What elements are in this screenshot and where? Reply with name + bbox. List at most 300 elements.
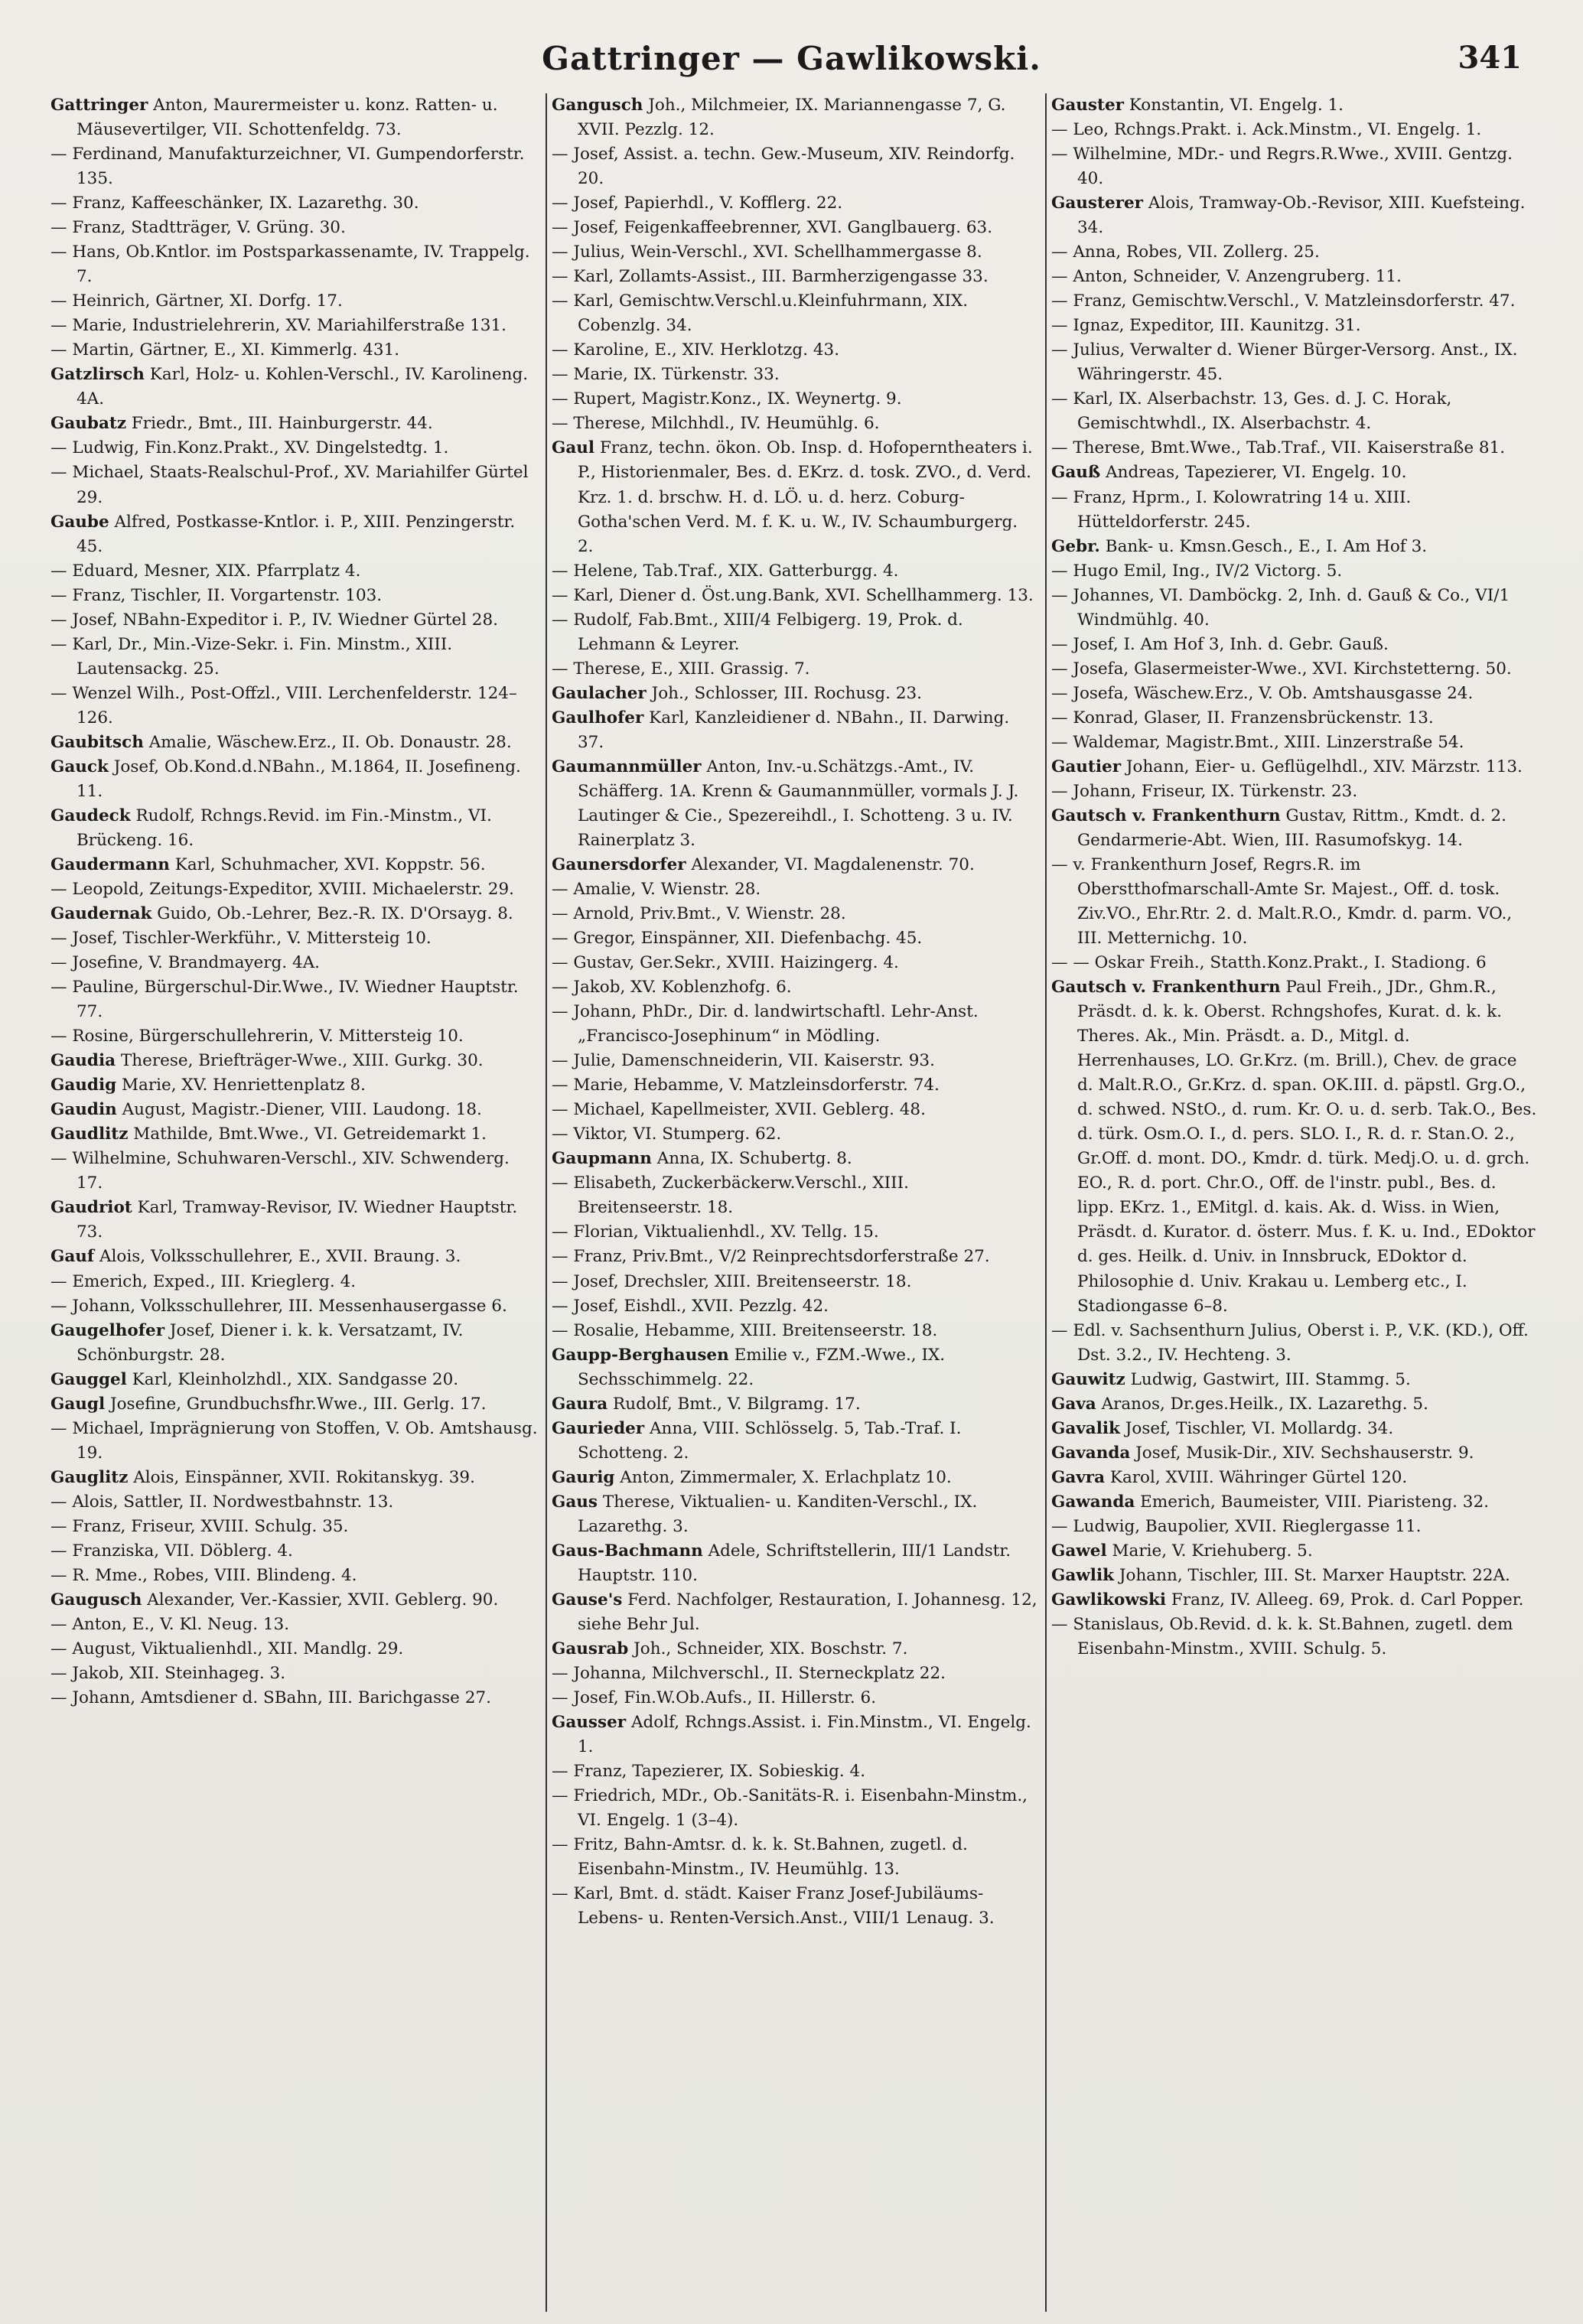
- directory-entry: [50, 1637, 538, 1662]
- entry-surname: Gaudia: [50, 1051, 116, 1071]
- entry-details: — Rupert, Magistr.Konz., IX. Weynertg. 9.: [552, 389, 902, 409]
- entry-details: Josef, Diener i. k. k. Versatzamt, IV. Schönburgstr. 28.: [77, 1320, 464, 1365]
- entry-surname: Gausterer: [1051, 194, 1143, 213]
- entry-details: Rudolf, Rchngs.Revid. im Fin.-Minstm., VI. Brückeng. 16.: [77, 806, 492, 850]
- directory-entry: [50, 363, 538, 412]
- entry-details: — Therese, Bmt.Wwe., Tab.Traf., VII. Kaiserstraße 81.: [1051, 438, 1506, 458]
- entry-details: Alois, Tramway-Ob.-Revisor, XIII. Kuefsteing. 34.: [1077, 194, 1526, 238]
- directory-entry: [552, 755, 1037, 853]
- entry-details: — Johanna, Milchverschl., II. Sterneckplatz 22.: [552, 1664, 946, 1683]
- entry-surname: Gaudig: [50, 1076, 117, 1095]
- entry-details: Guido, Ob.-Lehrer, Bez.-R. IX. D'Orsayg. 8.: [157, 904, 513, 924]
- entry-surname: Gaus: [552, 1492, 598, 1512]
- entry-details: Ludwig, Gastwirt, III. Stammg. 5.: [1130, 1369, 1411, 1389]
- directory-entry: [552, 363, 1037, 387]
- directory-entry: [552, 1049, 1037, 1073]
- directory-entry: [552, 142, 1037, 191]
- directory-entry: [50, 1417, 538, 1466]
- directory-entry: [50, 755, 538, 804]
- entry-details: — Arnold, Priv.Bmt., V. Wienstr. 28.: [552, 904, 846, 924]
- entry-surname: Gaubatz: [50, 414, 127, 434]
- directory-entry: [552, 1417, 1037, 1466]
- entry-details: — Gregor, Einspänner, XII. Diefenbachg. 45.: [552, 929, 923, 949]
- entry-details: — Florian, Viktualienhdl., XV. Tellg. 15.: [552, 1222, 879, 1242]
- directory-entry: [50, 240, 538, 289]
- entry-details: — Franz, Friseur, XVIII. Schulg. 35.: [50, 1516, 349, 1536]
- entry-surname: Gautier: [1051, 757, 1122, 776]
- entry-details: — Anton, Schneider, V. Anzengruberg. 11.: [1051, 267, 1402, 287]
- directory-entry: [1051, 1392, 1537, 1417]
- entry-details: — Franz, Hprm., I. Kolowratring 14 u. XIII. Hütteldorferstr. 245.: [1051, 487, 1412, 532]
- entry-details: Karol, XVIII. Währinger Gürtel 120.: [1109, 1467, 1408, 1487]
- entry-details: Anton, Zimmermaler, X. Erlachplatz 10.: [620, 1467, 952, 1487]
- directory-entry: [552, 338, 1037, 363]
- directory-entry: [552, 877, 1037, 902]
- directory-entry: [50, 338, 538, 363]
- directory-entry: [552, 1784, 1037, 1833]
- entry-details: August, Magistr.-Diener, VIII. Laudong. 18.: [122, 1100, 482, 1120]
- entry-details: Johann, Tischler, III. St. Marxer Hauptstr. 22A.: [1119, 1565, 1510, 1585]
- entry-details: — Josefine, V. Brandmayerg. 4A.: [50, 953, 320, 973]
- entry-details: — Waldemar, Magistr.Bmt., XIII. Linzerstraße 54.: [1051, 732, 1464, 752]
- entry-details: — Rudolf, Fab.Bmt., XIII/4 Felbigerg. 19, Prok. d. Lehmann & Leyrer.: [552, 610, 963, 654]
- directory-entry: [50, 436, 538, 461]
- entry-details: — Karl, Gemischtw.Verschl.u.Kleinfuhrmann, XIX. Cobenzlg. 34.: [552, 291, 969, 336]
- directory-entry: [50, 559, 538, 584]
- entry-surname: Gavalik: [1051, 1418, 1120, 1438]
- directory-entry: [552, 1073, 1037, 1098]
- entry-details: Paul Freih., JDr., Ghm.R., Präsdt. d. k. k. Oberst. Rchngshofes, Kurat. d. k. k. Theres. Ak., Min. Präsdt. a. D., Mitgl. d. Herrenhauses, LO. Gr.Krz. (m. Brill.), Chev. de grace d. Malt.R.O., Gr.Krz. d. span. OK.III. d. päpstl. Grg.O., d. schwed. NStO., d. rum. Kr. O. u. d. serb. Tak.O., Bes. d. türk. Osm.O. I., d. pers. SLO. I., R. d. r. Stan.O. 2., Gr.Off. d. mont. DO., Kmdr. d. türk. Medj.O. u. d. grch. EO., R. d. port. Chr.O., Off. de l'instr. publ., Bes. d. lipp. EKrz. 1., EMitgl. d. kais. Ak. d. Wiss. in Wien, Präsdt. d. Kurator. d. österr. Mus. f. K. u. Ind., EDoktor d. ges. Heilk. d. Univ. in Innsbruck, EDoktor d. Philosophie d. Univ. Krakau u. Lemberg etc., I. Stadiongasse 6–8.: [1077, 978, 1537, 1316]
- entry-details: — Jakob, XV. Koblenzhofg. 6.: [552, 978, 792, 998]
- entry-details: Rudolf, Bmt., V. Bilgramg. 17.: [613, 1394, 861, 1414]
- directory-entry: [552, 1098, 1037, 1122]
- entry-details: — Therese, E., XIII. Grassig. 7.: [552, 659, 810, 679]
- directory-entry: [50, 1024, 538, 1049]
- entry-details: Ferd. Nachfolger, Restauration, I. Johannesg. 12, siehe Behr Jul.: [578, 1590, 1037, 1634]
- directory-entry: [552, 951, 1037, 975]
- directory-entry: [50, 633, 538, 682]
- entry-surname: Gattringer: [50, 96, 148, 115]
- directory-entry: [1051, 1588, 1537, 1613]
- entry-details: — Ferdinand, Manufakturzeichner, VI. Gumpendorferstr. 135.: [50, 145, 525, 189]
- directory-entry: [552, 1392, 1037, 1417]
- directory-entry: [1051, 682, 1537, 706]
- directory-entry: [1051, 461, 1537, 485]
- page-header: [31, 40, 1552, 93]
- directory-entry: [50, 877, 538, 902]
- entry-surname: Gauwitz: [1051, 1369, 1125, 1389]
- entry-details: — Helene, Tab.Traf., XIX. Gatterburgg. 4.: [552, 561, 899, 581]
- directory-entry: [50, 289, 538, 314]
- entry-details: — Jakob, XII. Steinhageg. 3.: [50, 1664, 286, 1683]
- entry-details: Alfred, Postkasse-Kntlor. i. P., XIII. Penzingerstr. 45.: [77, 512, 516, 556]
- entry-details: — Marie, Industrielehrerin, XV. Mariahilferstraße 131.: [50, 316, 506, 336]
- directory-entry: [1051, 436, 1537, 461]
- entry-details: — Viktor, VI. Stumperg. 62.: [552, 1125, 782, 1144]
- directory-entry: [1051, 289, 1537, 314]
- directory-entry: [552, 1220, 1037, 1245]
- directory-entry: [1051, 1368, 1537, 1392]
- directory-entry: [50, 1564, 538, 1588]
- entry-surname: Gausser: [552, 1713, 627, 1733]
- directory-entry: [552, 608, 1037, 657]
- directory-entry: [1051, 657, 1537, 682]
- entry-details: — Johann, Volksschullehrer, III. Messenhausergasse 6.: [50, 1296, 507, 1316]
- entry-details: Karl, Kanzleidiener d. NBahn., II. Darwing. 37.: [578, 708, 1010, 752]
- directory-entry: [552, 1882, 1037, 1931]
- directory-entry: [1051, 559, 1537, 584]
- directory-entry: [552, 387, 1037, 412]
- entry-details: — Michael, Staats-Realschul-Prof., XV. Mariahilfer Gürtel 29.: [50, 463, 529, 507]
- directory-column-2: [546, 93, 1045, 2312]
- directory-entry: [1051, 338, 1537, 387]
- directory-entry: [1051, 1417, 1537, 1441]
- directory-entry: [1051, 804, 1537, 853]
- entry-details: Therese, Briefträger-Wwe., XIII. Gurkg. 30.: [120, 1051, 484, 1071]
- entry-details: — Heinrich, Gärtner, XI. Dorfg. 17.: [50, 291, 343, 311]
- page-number: 341: [1458, 40, 1522, 76]
- entry-details: Karl, Kleinholzhdl., XIX. Sandgasse 20.: [132, 1369, 459, 1389]
- entry-surname: Gaulhofer: [552, 708, 644, 727]
- entry-details: — Johann, Amtsdiener d. SBahn, III. Barichgasse 27.: [50, 1688, 491, 1708]
- directory-entry: [50, 975, 538, 1024]
- entry-surname: Gauck: [50, 757, 109, 776]
- entry-surname: Gaura: [552, 1394, 608, 1414]
- directory-entry: [552, 1294, 1037, 1319]
- entry-details: — Wenzel Wilh., Post-Offzl., VIII. Lerchenfelderstr. 124–126.: [50, 683, 517, 727]
- entry-surname: Gaupp-Berghausen: [552, 1345, 729, 1365]
- entry-details: — Franziska, VII. Döblerg. 4.: [50, 1541, 293, 1561]
- entry-details: — Franz, Gemischtw.Verschl., V. Matzleinsdorferstr. 47.: [1051, 291, 1516, 311]
- entry-surname: Gauß: [1051, 463, 1101, 483]
- entry-details: Karl, Holz- u. Kohlen-Verschl., IV. Karolineng. 4A.: [77, 365, 529, 409]
- entry-surname: Gaudermann: [50, 854, 170, 874]
- entry-surname: Gaubitsch: [50, 732, 144, 752]
- entry-details: — Pauline, Bürgerschul-Dir.Wwe., IV. Wiedner Hauptstr. 77.: [50, 978, 519, 1022]
- directory-entry: [1051, 1466, 1537, 1490]
- directory-entry: [50, 1049, 538, 1073]
- directory-entry: [552, 1539, 1037, 1588]
- directory-entry: [552, 975, 1037, 1000]
- directory-entry: [50, 1245, 538, 1269]
- entry-details: Alexander, VI. Magdalenenstr. 70.: [691, 854, 975, 874]
- entry-surname: Gaudeck: [50, 806, 131, 825]
- entry-surname: Gavra: [1051, 1467, 1106, 1487]
- entry-surname: Gawlikowski: [1051, 1590, 1167, 1610]
- directory-entry: [552, 853, 1037, 877]
- entry-details: — Rosine, Bürgerschullehrerin, V. Mittersteig 10.: [50, 1027, 464, 1046]
- directory-entry: [552, 1270, 1037, 1294]
- directory-entry: [1051, 191, 1537, 240]
- directory-entry: [50, 1319, 538, 1368]
- entry-surname: Gawel: [1051, 1541, 1107, 1561]
- directory-entry: [50, 412, 538, 436]
- entry-details: Karl, Schuhmacher, XVI. Koppstr. 56.: [174, 854, 486, 874]
- directory-entry: [50, 1147, 538, 1196]
- directory-entry: [50, 853, 538, 877]
- directory-entry: [552, 1662, 1037, 1686]
- entry-details: — Anna, Robes, VII. Zollerg. 25.: [1051, 242, 1320, 262]
- entry-surname: Gauggel: [50, 1369, 127, 1389]
- entry-details: Franz, IV. Alleeg. 69, Prok. d. Carl Popper.: [1171, 1590, 1524, 1610]
- directory-entry: [1051, 780, 1537, 804]
- directory-entry: [1051, 93, 1537, 118]
- entry-details: — August, Viktualienhdl., XII. Mandlg. 29.: [50, 1639, 404, 1658]
- entry-details: — Leo, Rchngs.Prakt. i. Ack.Minstm., VI. Engelg. 1.: [1051, 120, 1482, 140]
- directory-entry: [552, 1171, 1037, 1220]
- directory-entry: [1051, 951, 1537, 975]
- entry-surname: Gautsch v. Frankenthurn: [1051, 806, 1281, 825]
- directory-entry: [50, 1539, 538, 1564]
- directory-entry: [1051, 1441, 1537, 1466]
- entry-details: — Alois, Sattler, II. Nordwestbahnstr. 13.: [50, 1492, 394, 1512]
- directory-column-3: [1045, 93, 1545, 2312]
- entry-details: — Franz, Tapezierer, IX. Sobieskig. 4.: [552, 1762, 866, 1782]
- entry-details: Anna, IX. Schubertg. 8.: [656, 1149, 852, 1169]
- entry-details: Joh., Schlosser, III. Rochusg. 23.: [651, 683, 923, 703]
- directory-entry: [1051, 535, 1537, 559]
- entry-details: Anna, VIII. Schlösselg. 5, Tab.-Traf. I. Schotteng. 2.: [578, 1418, 962, 1463]
- directory-entry: [1051, 731, 1537, 755]
- entry-details: — Konrad, Glaser, II. Franzensbrückenstr. 13.: [1051, 708, 1434, 727]
- entry-details: — Johann, PhDr., Dir. d. landwirtschaftl. Lehr-Anst. „Francisco-Josephinum“ in Mödling.: [552, 1002, 979, 1046]
- entry-details: — Julius, Wein-Verschl., XVI. Schellhammergasse 8.: [552, 242, 982, 262]
- entry-details: — Josef, Feigenkaffeebrenner, XVI. Ganglbauerg. 63.: [552, 218, 993, 238]
- entry-details: Anton, Maurermeister u. konz. Ratten- u. Mäusevertilger, VII. Schottenfeldg. 73.: [77, 96, 498, 140]
- entry-details: Konstantin, VI. Engelg. 1.: [1129, 96, 1344, 115]
- directory-entry: [1051, 387, 1537, 436]
- entry-details: Marie, V. Kriehuberg. 5.: [1112, 1541, 1313, 1561]
- entry-details: — Ludwig, Fin.Konz.Prakt., XV. Dingelstedtg. 1.: [50, 438, 449, 458]
- entry-details: — Ignaz, Expeditor, III. Kaunitzg. 31.: [1051, 316, 1361, 336]
- directory-entry: [50, 902, 538, 926]
- entry-details: — Julie, Damenschneiderin, VII. Kaiserstr. 93.: [552, 1051, 935, 1071]
- directory-entry: [1051, 1613, 1537, 1662]
- entry-surname: Gaugusch: [50, 1590, 142, 1610]
- directory-entry: [50, 142, 538, 191]
- directory-entry: [552, 1759, 1037, 1784]
- directory-entry: [50, 1368, 538, 1392]
- directory-entry: [552, 1637, 1037, 1662]
- directory-entry: [552, 191, 1037, 216]
- directory-entry: [50, 510, 538, 559]
- directory-entry: [552, 902, 1037, 926]
- entry-surname: Gautsch v. Frankenthurn: [1051, 978, 1281, 998]
- entry-details: — Johann, Friseur, IX. Türkenstr. 23.: [1051, 781, 1358, 801]
- directory-entry: [552, 289, 1037, 338]
- entry-details: Andreas, Tapezierer, VI. Engelg. 10.: [1106, 463, 1407, 483]
- entry-details: Alexander, Ver.-Kassier, XVII. Geblerg. 90.: [147, 1590, 499, 1610]
- entry-details: — Elisabeth, Zuckerbäckerw.Verschl., XIII. Breitenseerstr. 18.: [552, 1173, 909, 1218]
- directory-entry: [50, 191, 538, 216]
- directory-entry: [552, 1490, 1037, 1539]
- directory-entry: [1051, 853, 1537, 951]
- directory-entry: [50, 1073, 538, 1098]
- entry-details: Amalie, Wäschew.Erz., II. Ob. Donaustr. 28.: [148, 732, 512, 752]
- page-title: Gattringer — Gawlikowski.: [542, 40, 1041, 77]
- entry-details: — Franz, Stadtträger, V. Grüng. 30.: [50, 218, 346, 238]
- directory-entry: [50, 1098, 538, 1122]
- directory-entry: [50, 1294, 538, 1319]
- entry-details: Emerich, Baumeister, VIII. Piaristeng. 32.: [1140, 1492, 1489, 1512]
- entry-details: — Ludwig, Baupolier, XVII. Rieglergasse 11.: [1051, 1516, 1422, 1536]
- entry-surname: Gaul: [552, 438, 595, 458]
- entry-details: Bank- u. Kmsn.Gesch., E., I. Am Hof 3.: [1105, 536, 1428, 556]
- entry-details: — Josefa, Glasermeister-Wwe., XVI. Kirchstetterng. 50.: [1051, 659, 1512, 679]
- entry-surname: Gaudernak: [50, 904, 152, 924]
- entry-details: — Michael, Kapellmeister, XVII. Geblerg. 48.: [552, 1100, 926, 1120]
- entry-details: Anton, Inv.-u.Schätzgs.-Amt., IV. Schäfferg. 1A. Krenn & Gaumannmüller, vormals J. J. Lautinger & Cie., Spezereihdl., I. Schotteng. 3 u. IV. Rainerplatz 3.: [578, 757, 1019, 850]
- entry-surname: Gavanda: [1051, 1443, 1131, 1463]
- entry-surname: Gause's: [552, 1590, 623, 1610]
- entry-details: Johann, Eier- u. Geflügelhdl., XIV. Märzstr. 113.: [1125, 757, 1523, 776]
- entry-details: — Josef, Eishdl., XVII. Pezzlg. 42.: [552, 1296, 829, 1316]
- entry-details: — Michael, Imprägnierung von Stoffen, V. Ob. Amtshausg. 19.: [50, 1418, 538, 1463]
- entry-surname: Gaugelhofer: [50, 1320, 165, 1340]
- directory-entry: [1051, 1490, 1537, 1515]
- entry-surname: Gaugl: [50, 1394, 106, 1414]
- directory-entry: [552, 93, 1037, 142]
- entry-surname: Gatzlirsch: [50, 365, 145, 385]
- entry-details: — — Oskar Freih., Statth.Konz.Prakt., I. Stadiong. 6: [1051, 953, 1487, 973]
- entry-details: — Hans, Ob.Kntlor. im Postsparkassenamte, IV. Trappelg. 7.: [50, 242, 530, 287]
- directory-entry: [50, 1196, 538, 1245]
- directory-entry: [552, 1147, 1037, 1171]
- entry-details: — Karl, Bmt. d. städt. Kaiser Franz Josef-Jubiläums-Lebens- u. Renten-Versich.Anst., VIII/1 Lenaug. 3.: [552, 1884, 995, 1929]
- directory-entry: [552, 706, 1037, 755]
- directory-entry: [552, 1466, 1037, 1490]
- directory-entry: [552, 436, 1037, 558]
- entry-details: Aranos, Dr.ges.Heilk., IX. Lazarethg. 5.: [1101, 1394, 1428, 1414]
- directory-entry: [552, 1710, 1037, 1759]
- directory-entry: [50, 1490, 538, 1515]
- entry-details: — Martin, Gärtner, E., XI. Kimmerlg. 431.: [50, 340, 400, 360]
- entry-surname: Gaudriot: [50, 1198, 132, 1218]
- entry-details: Friedr., Bmt., III. Hainburgerstr. 44.: [131, 414, 433, 434]
- entry-surname: Gaudlitz: [50, 1125, 129, 1144]
- entry-details: — Wilhelmine, MDr.- und Regrs.R.Wwe., XVIII. Gentzg. 40.: [1051, 145, 1513, 189]
- entry-details: — Rosalie, Hebamme, XIII. Breitenseerstr. 18.: [552, 1320, 938, 1340]
- entry-surname: Gawlik: [1051, 1565, 1115, 1585]
- entry-details: — Anton, E., V. Kl. Neug. 13.: [50, 1614, 290, 1634]
- directory-entry: [552, 240, 1037, 265]
- directory-entry: [552, 1122, 1037, 1147]
- directory-entry: [50, 608, 538, 633]
- entry-details: — Josef, Fin.W.Ob.Aufs., II. Hillerstr. 6.: [552, 1688, 877, 1708]
- entry-details: — Josefa, Wäschew.Erz., V. Ob. Amtshausgasse 24.: [1051, 683, 1474, 703]
- directory-entry: [552, 657, 1037, 682]
- entry-surname: Gava: [1051, 1394, 1096, 1414]
- entry-details: Adolf, Rchngs.Assist. i. Fin.Minstm., VI. Engelg. 1.: [578, 1713, 1031, 1757]
- directory-entry: [50, 804, 538, 853]
- directory-entry: [552, 584, 1037, 608]
- directory-entry: [50, 926, 538, 951]
- entry-details: — Johannes, VI. Damböckg. 2, Inh. d. Gauß & Co., VI/1 Windmühlg. 40.: [1051, 585, 1510, 630]
- entry-details: — Leopold, Zeitungs-Expeditor, XVIII. Michaelerstr. 29.: [50, 880, 514, 899]
- directory-entry: [552, 1343, 1037, 1392]
- entry-surname: Gauster: [1051, 96, 1124, 115]
- entry-details: — Karoline, E., XIV. Herklotzg. 43.: [552, 340, 840, 360]
- entry-details: — Edl. v. Sachsenthurn Julius, Oberst i. P., V.K. (KD.), Off. Dst. 3.2., IV. Hechteng. 3.: [1051, 1320, 1529, 1365]
- directory-entry: [50, 951, 538, 975]
- entry-details: — Therese, Milchhdl., IV. Heumühlg. 6.: [552, 414, 880, 434]
- entry-details: Josef, Ob.Kond.d.NBahn., M.1864, II. Josefineng. 11.: [77, 757, 521, 801]
- directory-entry: [552, 216, 1037, 240]
- entry-details: — Marie, Hebamme, V. Matzleinsdorferstr. 74.: [552, 1076, 940, 1095]
- entry-details: — Franz, Priv.Bmt., V/2 Reinprechtsdorferstraße 27.: [552, 1247, 990, 1267]
- entry-details: — Fritz, Bahn-Amtsr. d. k. k. St.Bahnen, zugetl. d. Eisenbahn-Minstm., IV. Heumühlg. 13.: [552, 1835, 968, 1880]
- directory-entry: [50, 216, 538, 240]
- entry-details: — Hugo Emil, Ing., IV/2 Victorg. 5.: [1051, 561, 1343, 581]
- entry-details: Adele, Schriftstellerin, III/1 Landstr. Hauptstr. 110.: [578, 1541, 1011, 1585]
- entry-surname: Gausrab: [552, 1639, 629, 1658]
- entry-details: — Gustav, Ger.Sekr., XVIII. Haizingerg. 4.: [552, 953, 899, 973]
- entry-details: — Josef, NBahn-Expeditor i. P., IV. Wiedner Gürtel 28.: [50, 610, 498, 630]
- directory-entry: [50, 1613, 538, 1637]
- directory-entry: [1051, 1515, 1537, 1539]
- directory-entry: [50, 731, 538, 755]
- directory-entry: [50, 93, 538, 142]
- directory-entry: [50, 1686, 538, 1710]
- entry-details: Josef, Musik-Dir., XIV. Sechshauserstr. 9.: [1135, 1443, 1474, 1463]
- entry-surname: Gauf: [50, 1247, 95, 1267]
- directory-entry: [1051, 486, 1537, 535]
- entry-surname: Gaunersdorfer: [552, 854, 686, 874]
- entry-details: — Josef, Papierhdl., V. Kofflerg. 22.: [552, 194, 843, 213]
- entry-details: — Emerich, Exped., III. Krieglerg. 4.: [50, 1271, 357, 1291]
- entry-surname: Gaurieder: [552, 1418, 645, 1438]
- entry-details: — Josef, Assist. a. techn. Gew.-Museum, XIV. Reindorfg. 20.: [552, 145, 1015, 189]
- directory-entry: [552, 265, 1037, 289]
- directory-entry: [1051, 118, 1537, 142]
- directory-entry: [50, 682, 538, 731]
- directory-columns: [46, 93, 1546, 2312]
- entry-details: Mathilde, Bmt.Wwe., VI. Getreidemarkt 1.: [133, 1125, 487, 1144]
- entry-details: Joh., Schneider, XIX. Boschstr. 7.: [634, 1639, 908, 1658]
- entry-surname: Gaumannmüller: [552, 757, 702, 776]
- directory-entry: [552, 1000, 1037, 1049]
- entry-details: Gustav, Rittm., Kmdt. d. 2. Gendarmerie-Abt. Wien, III. Rasumofskyg. 14.: [1077, 806, 1506, 850]
- directory-entry: [552, 926, 1037, 951]
- entry-details: — Eduard, Mesner, XIX. Pfarrplatz 4.: [50, 561, 361, 581]
- directory-entry: [552, 1319, 1037, 1343]
- entry-details: — Wilhelmine, Schuhwaren-Verschl., XIV. Schwenderg. 17.: [50, 1149, 510, 1193]
- entry-details: — Stanislaus, Ob.Revid. d. k. k. St.Bahnen, zugetl. dem Eisenbahn-Minstm., XVIII. Schulg. 5.: [1051, 1614, 1513, 1658]
- entry-details: — Karl, Diener d. Öst.ung.Bank, XVI. Schellhammerg. 13.: [552, 585, 1034, 605]
- directory-entry: [552, 1588, 1037, 1637]
- entry-details: — R. Mme., Robes, VIII. Blindeng. 4.: [50, 1565, 357, 1585]
- entry-surname: Gaupmann: [552, 1149, 652, 1169]
- entry-surname: Gaulacher: [552, 683, 647, 703]
- directory-entry: [1051, 706, 1537, 731]
- directory-entry: [50, 1662, 538, 1686]
- entry-surname: Gangusch: [552, 96, 643, 115]
- entry-details: — Amalie, V. Wienstr. 28.: [552, 880, 761, 899]
- entry-surname: Gaurig: [552, 1467, 615, 1487]
- entry-details: Emilie v., FZM.-Wwe., IX. Sechsschimmelg. 22.: [578, 1345, 946, 1389]
- entry-details: Josefine, Grundbuchsfhr.Wwe., III. Gerlg. 17.: [109, 1394, 487, 1414]
- entry-details: — Franz, Tischler, II. Vorgartenstr. 103.: [50, 585, 383, 605]
- directory-entry: [1051, 975, 1537, 1318]
- entry-details: — Karl, Dr., Min.-Vize-Sekr. i. Fin. Minstm., XIII. Lautensackg. 25.: [50, 634, 453, 679]
- directory-entry: [1051, 142, 1537, 191]
- directory-entry: [552, 1833, 1037, 1882]
- entry-details: Karl, Tramway-Revisor, IV. Wiedner Hauptstr. 73.: [77, 1198, 518, 1242]
- directory-entry: [1051, 1319, 1537, 1368]
- directory-entry: [552, 682, 1037, 706]
- directory-entry: [1051, 584, 1537, 633]
- entry-details: Franz, techn. ökon. Ob. Insp. d. Hofoperntheaters i. P., Historienmaler, Bes. d. EKrz. d. tosk. ZVO., d. Verd. Krz. 1. d. brschw. H. d. LÖ. u. d. herz. Coburg-Gotha'schen Verd. M. f. K. u. W., IV. Schaumburgerg. 2.: [578, 438, 1033, 556]
